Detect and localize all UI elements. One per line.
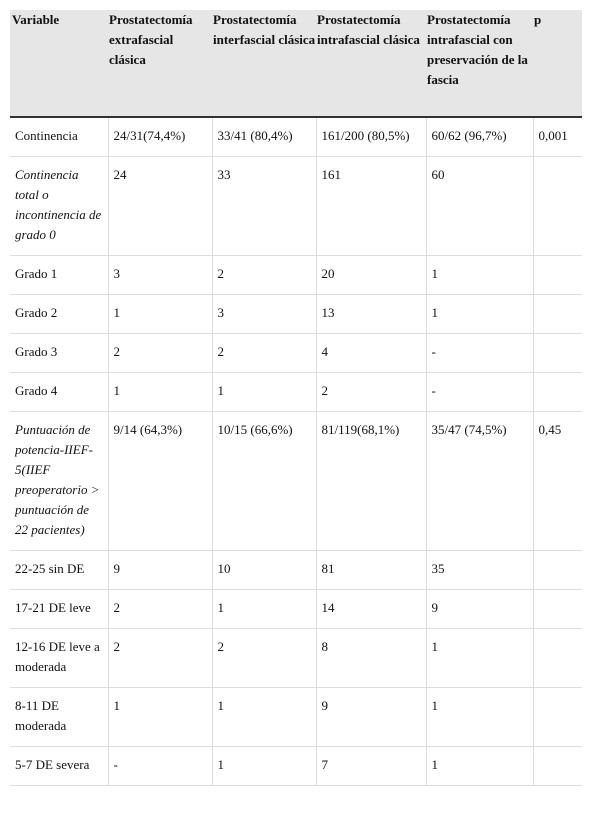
table-cell: 1 (212, 747, 316, 786)
row-label: Puntuación de potencia-IIEF-5(IIEF preoperatorio > puntuación de 22 pacientes) (10, 412, 108, 551)
header-intrafascial: Prostatectomía intrafascial clásica (316, 10, 426, 117)
row-label: Grado 4 (10, 373, 108, 412)
table-cell: 2 (212, 629, 316, 688)
table-row (10, 412, 582, 551)
header-variable: Variable (10, 10, 108, 117)
table-cell: 81 (316, 551, 426, 590)
table-cell: 2 (108, 629, 212, 688)
table-cell: 1 (426, 256, 533, 295)
row-label: 12-16 DE leve a moderada (10, 629, 108, 688)
table-cell: 1 (426, 747, 533, 786)
table-cell: 35 (426, 551, 533, 590)
row-label: Continencia total o incontinencia de grado 0 (10, 157, 108, 256)
table-cell: 33 (212, 157, 316, 256)
table-cell: - (108, 747, 212, 786)
table-cell: 35/47 (74,5%) (426, 412, 533, 551)
row-label: Grado 2 (10, 295, 108, 334)
table-row (10, 373, 582, 412)
table-cell: 8 (316, 629, 426, 688)
table-cell: 20 (316, 256, 426, 295)
p-value-cell (533, 688, 582, 747)
table-cell: 1 (108, 373, 212, 412)
row-label: Continencia (10, 117, 108, 157)
table-cell: 3 (108, 256, 212, 295)
table-cell: 7 (316, 747, 426, 786)
table-cell: 9 (426, 590, 533, 629)
table-cell: 13 (316, 295, 426, 334)
table-cell: 9 (108, 551, 212, 590)
header-row (10, 10, 582, 117)
table-cell: 10/15 (66,6%) (212, 412, 316, 551)
row-label: 8-11 DE moderada (10, 688, 108, 747)
table-cell: 2 (108, 590, 212, 629)
table-row (10, 590, 582, 629)
table-cell: 9/14 (64,3%) (108, 412, 212, 551)
table-cell: 2 (108, 334, 212, 373)
table-cell: 161/200 (80,5%) (316, 117, 426, 157)
table-row (10, 551, 582, 590)
table-cell: 161 (316, 157, 426, 256)
p-value-cell: 0,001 (533, 117, 582, 157)
row-label: Grado 1 (10, 256, 108, 295)
table-cell: 1 (426, 295, 533, 334)
table-cell: 2 (212, 334, 316, 373)
header-intrafascial-preservation: Prostatectomía intrafascial con preservación de la fascia (426, 10, 533, 117)
table-row (10, 295, 582, 334)
table-row (10, 157, 582, 256)
table-cell: 1 (108, 688, 212, 747)
row-label: 22-25 sin DE (10, 551, 108, 590)
p-value-cell (533, 590, 582, 629)
p-value-cell (533, 629, 582, 688)
table-cell: 2 (212, 256, 316, 295)
table-cell: 1 (212, 688, 316, 747)
table-cell: - (426, 373, 533, 412)
table-cell: 24 (108, 157, 212, 256)
table-cell: 1 (212, 373, 316, 412)
p-value-cell (533, 256, 582, 295)
table-row (10, 629, 582, 688)
table-row (10, 747, 582, 786)
table-cell: 1 (426, 629, 533, 688)
table-cell: 1 (212, 590, 316, 629)
table-row (10, 117, 582, 157)
table-row (10, 334, 582, 373)
p-value-cell (533, 747, 582, 786)
results-table (10, 10, 582, 786)
table-cell: 81/119(68,1%) (316, 412, 426, 551)
p-value-cell (533, 295, 582, 334)
header-extrafascial: Prostatectomía extrafascial clásica (108, 10, 212, 117)
table-cell: 1 (426, 688, 533, 747)
table-cell: 4 (316, 334, 426, 373)
table-cell: 33/41 (80,4%) (212, 117, 316, 157)
p-value-cell: 0,45 (533, 412, 582, 551)
table-cell: 60 (426, 157, 533, 256)
header-interfascial: Prostatectomía interfascial clásica (212, 10, 316, 117)
table-cell: 1 (108, 295, 212, 334)
row-label: Grado 3 (10, 334, 108, 373)
table-cell: 3 (212, 295, 316, 334)
table-cell: 2 (316, 373, 426, 412)
p-value-cell (533, 157, 582, 256)
row-label: 5-7 DE severa (10, 747, 108, 786)
table-cell: 60/62 (96,7%) (426, 117, 533, 157)
row-label: 17-21 DE leve (10, 590, 108, 629)
table-cell: 10 (212, 551, 316, 590)
table-cell: - (426, 334, 533, 373)
table-row (10, 688, 582, 747)
p-value-cell (533, 373, 582, 412)
header-p-value: p (533, 10, 582, 117)
table-cell: 24/31(74,4%) (108, 117, 212, 157)
table-cell: 14 (316, 590, 426, 629)
table-row (10, 256, 582, 295)
table-cell: 9 (316, 688, 426, 747)
p-value-cell (533, 334, 582, 373)
p-value-cell (533, 551, 582, 590)
